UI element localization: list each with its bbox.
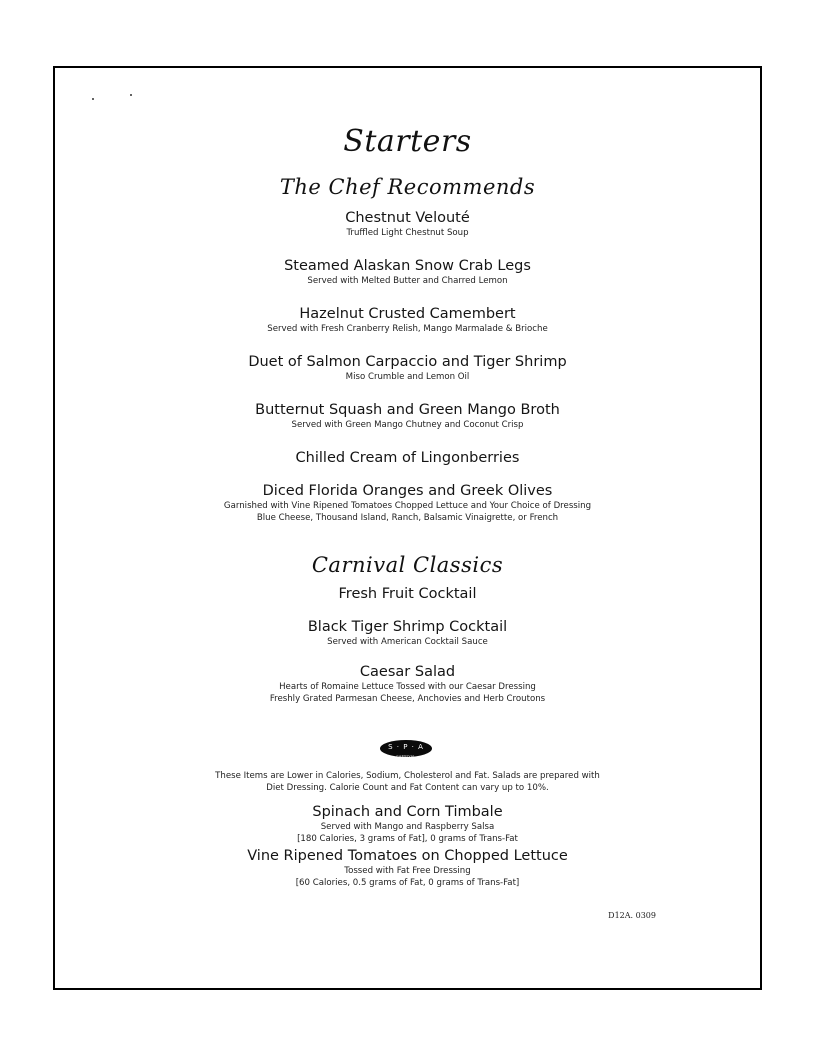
section-title-chef-recommends: The Chef Recommends: [279, 175, 536, 199]
menu-code: D12A. 0309: [608, 911, 656, 920]
spa-note-line: Diet Dressing. Calorie Count and Fat Content can vary up to 10%.: [266, 783, 549, 793]
menu-item: [55, 483, 760, 524]
menu-item-name: Black Tiger Shrimp Cocktail: [307, 619, 508, 635]
menu-item-description: Served with Mango and Raspberry Salsa: [320, 822, 495, 832]
stray-mark: [92, 98, 94, 100]
menu-item: [55, 586, 760, 603]
menu-item-name: Diced Florida Oranges and Greek Olives: [262, 483, 553, 499]
menu-item-description: Freshly Grated Parmesan Cheese, Anchovies and Herb Croutons: [269, 694, 546, 704]
spa-note-line: These Items are Lower in Calories, Sodium, Cholesterol and Fat. Salads are prepared with: [215, 771, 600, 781]
menu-item: [55, 354, 760, 383]
menu-item: [55, 402, 760, 431]
menu-item-name: Chestnut Velouté: [345, 210, 470, 226]
section-title-carnival-classics: Carnival Classics: [311, 553, 504, 577]
menu-item-name: Steamed Alaskan Snow Crab Legs: [284, 258, 531, 274]
menu-item-name: Duet of Salmon Carpaccio and Tiger Shrimp: [248, 354, 567, 370]
menu-item-name: Butternut Squash and Green Mango Broth: [255, 402, 560, 418]
spa-logo: [380, 740, 432, 757]
spa-note: [55, 770, 760, 794]
menu-item: [55, 664, 760, 705]
menu-item-description: Truffled Light Chestnut Soup: [346, 228, 469, 238]
menu-item-description: Served with Melted Butter and Charred Lemon: [307, 276, 508, 286]
menu-item-name: Chilled Cream of Lingonberries: [295, 450, 520, 466]
menu-item-description: Served with Green Mango Chutney and Coconut Crisp: [291, 420, 524, 430]
menu-item: [55, 450, 760, 467]
spa-logo-subtext: CARNIVAL: [396, 754, 416, 758]
stray-mark: [130, 94, 132, 96]
menu-item: [55, 848, 760, 889]
menu-item-description: Served with Fresh Cranberry Relish, Mango Marmalade & Brioche: [267, 324, 548, 334]
menu-item-name: Spinach and Corn Timbale: [312, 804, 503, 820]
menu-item-name: Vine Ripened Tomatoes on Chopped Lettuce: [247, 848, 568, 864]
menu-item: [55, 210, 760, 239]
menu-item-description: Tossed with Fat Free Dressing: [344, 866, 471, 876]
menu-item: [55, 804, 760, 845]
menu-border: [53, 66, 762, 990]
menu-item-description: [180 Calories, 3 grams of Fat], 0 grams of Trans-Fat: [297, 834, 518, 844]
menu-item: [55, 619, 760, 648]
spa-logo-text: S · P · A: [388, 743, 424, 751]
menu-item-name: Hazelnut Crusted Camembert: [299, 306, 516, 322]
menu-item-description: Blue Cheese, Thousand Island, Ranch, Balsamic Vinaigrette, or French: [256, 513, 559, 523]
menu-item: [55, 306, 760, 335]
section-title-starters: Starters: [343, 124, 472, 159]
menu-item-description: Garnished with Vine Ripened Tomatoes Chopped Lettuce and Your Choice of Dressing: [223, 501, 592, 511]
menu-item: [55, 258, 760, 287]
menu-item-name: Fresh Fruit Cocktail: [338, 586, 477, 602]
menu-item-description: Miso Crumble and Lemon Oil: [345, 372, 470, 382]
menu-item-description: Served with American Cocktail Sauce: [327, 637, 488, 647]
menu-item-description: Hearts of Romaine Lettuce Tossed with our Caesar Dressing: [279, 682, 536, 692]
menu-item-name: Caesar Salad: [359, 664, 456, 680]
menu-item-description: [60 Calories, 0.5 grams of Fat, 0 grams of Trans-Fat]: [295, 878, 520, 888]
